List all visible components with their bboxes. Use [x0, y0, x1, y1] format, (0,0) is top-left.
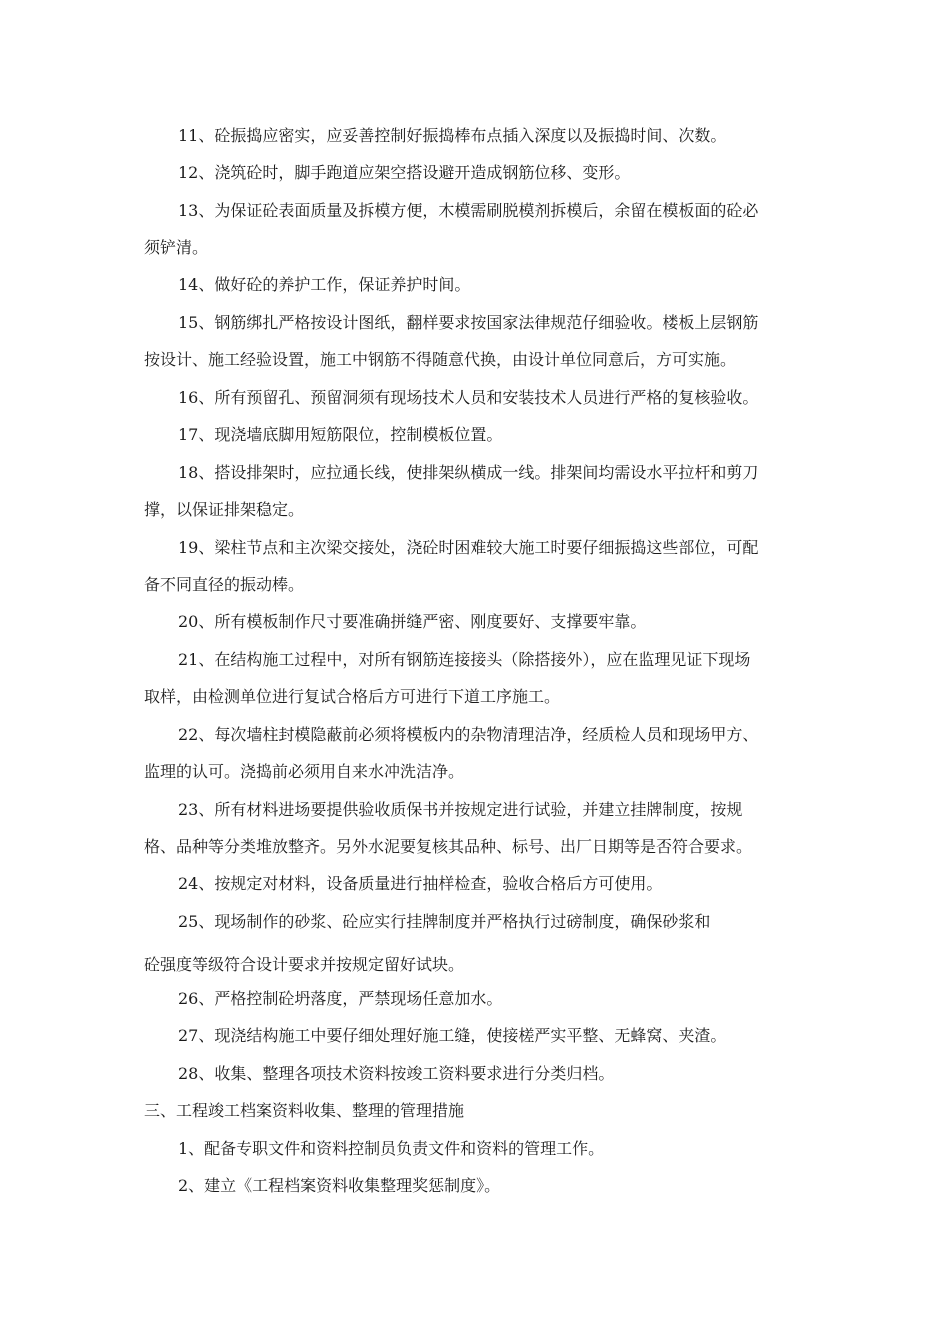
paragraph-line: 17、现浇墙底脚用短筋限位，控制模板位置。: [178, 425, 503, 444]
paragraph-line: 监理的认可。浇捣前必须用自来水冲洗洁净。: [144, 762, 465, 781]
paragraph-line: 备不同直径的振动棒。: [144, 575, 305, 594]
paragraph-line: 按设计、施工经验设置，施工中钢筋不得随意代换，由设计单位同意后，方可实施。: [144, 350, 737, 369]
paragraph-line: 22、每次墙柱封模隐蔽前必须将模板内的杂物清理洁净，经质检人员和现场甲方、: [178, 725, 759, 744]
paragraph-line: 24、按规定对材料，设备质量进行抽样检查，验收合格后方可使用。: [178, 874, 663, 893]
paragraph-line: 取样，由检测单位进行复试合格后方可进行下道工序施工。: [144, 687, 561, 706]
paragraph-line: 18、搭设排架时，应拉通长线，使排架纵横成一线。排架间均需设水平拉杆和剪刀: [178, 463, 759, 482]
paragraph-line: 14、做好砼的养护工作，保证养护时间。: [178, 275, 471, 294]
paragraph-line: 砼强度等级符合设计要求并按规定留好试块。: [144, 955, 465, 974]
paragraph-line: 撑，以保证排架稳定。: [144, 500, 305, 519]
paragraph-line: 20、所有模板制作尺寸要准确拼缝严密、刚度要好、支撑要牢靠。: [178, 612, 647, 631]
paragraph-line: 13、为保证砼表面质量及拆模方便，木模需刷脱模剂拆模后，余留在模板面的砼必: [178, 201, 759, 220]
paragraph-line: 21、在结构施工过程中，对所有钢筋连接接头（除搭接外），应在监理见证下现场: [178, 650, 751, 669]
paragraph-line: 1、配备专职文件和资料控制员负责文件和资料的管理工作。: [178, 1139, 605, 1158]
section-heading: 三、工程竣工档案资料收集、整理的管理措施: [144, 1101, 465, 1120]
paragraph-line: 格、品种等分类堆放整齐。另外水泥要复核其品种、标号、出厂日期等是否符合要求。: [144, 837, 753, 856]
paragraph-line: 11、砼振捣应密实，应妥善控制好振捣棒布点插入深度以及振捣时间、次数。: [178, 126, 727, 145]
paragraph-line: 26、严格控制砼坍落度，严禁现场任意加水。: [178, 989, 503, 1008]
paragraph-line: 15、钢筋绑扎严格按设计图纸，翻样要求按国家法律规范仔细验收。楼板上层钢筋: [178, 313, 759, 332]
paragraph-line: 27、现浇结构施工中要仔细处理好施工缝，使接槎严实平整、无蜂窝、夹渣。: [178, 1026, 727, 1045]
paragraph-line: 25、现场制作的砂浆、砼应实行挂牌制度并严格执行过磅制度，确保砂浆和: [178, 912, 711, 931]
paragraph-line: 2、建立《工程档案资料收集整理奖惩制度》。: [178, 1176, 501, 1195]
paragraph-line: 19、梁柱节点和主次梁交接处，浇砼时困难较大施工时要仔细振捣这些部位，可配: [178, 538, 759, 557]
paragraph-line: 23、所有材料进场要提供验收质保书并按规定进行试验，并建立挂牌制度，按规: [178, 800, 743, 819]
paragraph-line: 须铲清。: [144, 238, 209, 257]
paragraph-line: 28、收集、整理各项技术资料按竣工资料要求进行分类归档。: [178, 1064, 615, 1083]
paragraph-line: 16、所有预留孔、预留洞须有现场技术人员和安装技术人员进行严格的复核验收。: [178, 388, 759, 407]
paragraph-line: 12、浇筑砼时，脚手跑道应架空搭设避开造成钢筋位移、变形。: [178, 163, 631, 182]
